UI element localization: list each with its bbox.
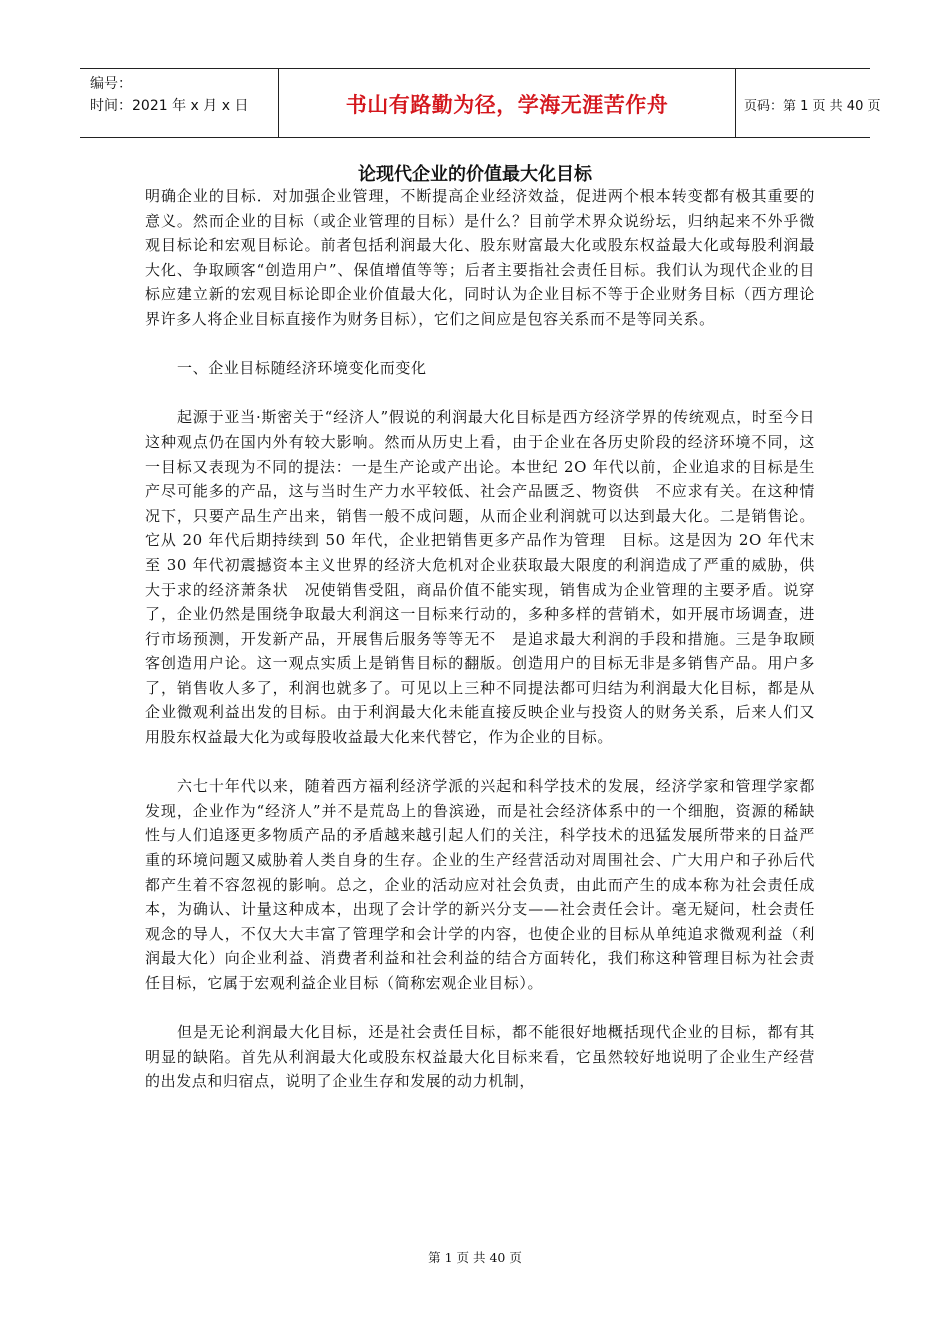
paragraph-intro: 明确企业的目标．对加强企业管理，不断提高企业经济效益，促进两个根本转变都有极其重要的意义。然而企业的目标（或企业管理的目标）是什么？目前学术界众说纷坛，归纳起来不外乎微观目标论和宏观目标论。前者包括利润最大化、股东财富最大化或股东权益最大化或每股利润最大化、争取顾客“创造用户”、保值增值等等；后者主要指社会责任目标。我们认为现代企业的目标应建立新的宏观目标论即企业价值最大化，同时认为企业目标不等于企业财务目标（西方理论界许多人将企业目标直接作为财务目标），它们之间应是包容关系而不是等同关系。: [145, 187, 815, 328]
document-date-label: 时间：2021 年 x 月 x 日: [90, 98, 249, 114]
header-motto: 书山有路勤为径，学海无涯苦作舟: [345, 93, 669, 117]
document-body: [145, 184, 815, 1119]
paragraph: 六七十年代以来，随着西方福利经济学派的兴起和科学技术的发展，经济学家和管理学家都发现，企业作为“经济人”并不是荒岛上的鲁滨逊，而是社会经济体系中的一个细胞，资源的稀缺性与人们追逐更多物质产品的矛盾越来越引起人们的关注，科学技术的迅猛发展所带来的日益严重的环境问题又威胁着人类自身的生存。企业的生产经营活动对周围社会、广大用户和子孙后代都产生着不容忽视的影响。总之，企业的活动应对社会负责，由此而产生的成本称为社会责任成本，为确认、计量这种成本，出现了会计学的新兴分支——社会责任会计。毫无疑问，杜会责任观念的导人，不仅大大丰富了管理学和会计学的内容，也使企业的目标从单纯追求微观利益（利润最大化）向企业利益、消费者利益和社会利益的结合方面转化，我们称这种管理目标为社会责任目标，它属于宏观利益企业目标（简称宏观企业目标）。: [145, 777, 815, 992]
header-page-info: 页码：第 1 页 共 40 页: [744, 99, 881, 114]
header-motto-cell: [279, 69, 736, 137]
paragraph: 但是无论利润最大化目标，还是社会责任目标，都不能很好地概括现代企业的目标，都有其明显的缺陷。首先从利润最大化或股东权益最大化目标来看，它虽然较好地说明了企业生产经营的出发点和归宿点，说明了企业生存和发展的动力机制，: [145, 1023, 815, 1091]
paragraph: 起源于亚当·斯密关于“经济人”假说的利润最大化目标是西方经济学界的传统观点，时至今日这种观点仍在国内外有较大影响。然而从历史上看，由于企业在各历史阶段的经济环境不同，这一目标又表现为不同的提法：一是生产论或产出论。本世纪 2O 年代以前，企业追求的目标是生产尽可能多的产品，这与当时生产力水平较低、社会产品匮乏、物资供 不应求有关。在这种情况下，只要产品生产出来，销售一般不成问题，从而企业利润就可以达到最大化。二是销售论。它从 20 年代后期持续到 50 年代，企业把销售更多产品作为管理 目标。这是因为 2O 年代末至 30 年代初震撼资本主义世界的经济大危机对企业获取最大限度的利润造成了严重的威胁，供大于求的经济萧条状 况使销售受阻，商品价值不能实现，销售成为企业管理的主要矛盾。说穿了，企业仍然是围绕争取最大利润这一目标来行动的，多种多样的营销术，如开展市场调查，进行市场预测，开发新产品，开展售后服务等等无不 是追求最大利润的手段和措施。三是争取顾客创造用户论。这一观点实质上是销售目标的翻版。创造用户的目标无非是多销售产品。用户多了，销售收人多了，利润也就多了。可见以上三种不同提法都可归结为利润最大化目标，都是从企业微观利益出发的目标。由于利润最大化未能直接反映企业与投资人的财务关系，后来人们又用股东权益最大化为或每股收益最大化来代替它，作为企业的目标。: [145, 408, 815, 747]
document-number-label: 编号：: [90, 76, 132, 92]
section-heading: 一、企业目标随经济环境变化而变化: [177, 359, 427, 378]
document-title: 论现代企业的价值最大化目标: [358, 164, 592, 185]
header-table: [80, 68, 881, 138]
header-meta-cell: [80, 69, 279, 137]
page-footer: 第 1 页 共 40 页: [428, 1250, 522, 1265]
header-page-cell: [736, 69, 881, 137]
